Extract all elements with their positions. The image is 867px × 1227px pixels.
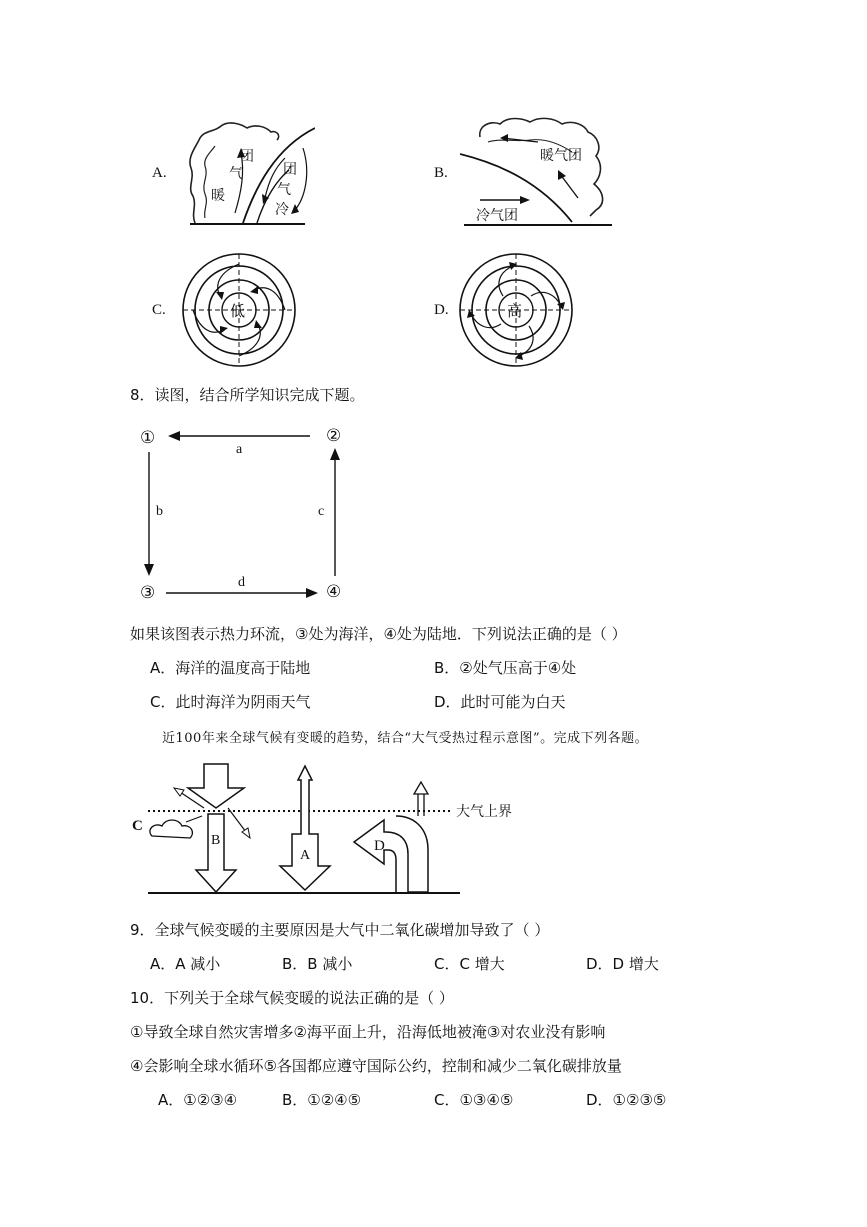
label-cold: 冷	[275, 202, 289, 218]
thermal-circulation-diagram	[130, 420, 360, 610]
node-3: ③	[140, 583, 156, 602]
arrow-d-label: d	[238, 575, 245, 590]
q10-option-d: D．①②③⑤	[586, 1091, 667, 1109]
warm-front-diagram	[460, 112, 620, 230]
arrow-a-label: a	[236, 442, 243, 457]
node-4: ④	[326, 582, 342, 601]
q8-option-a: A．海洋的温度高于陆地	[150, 659, 311, 677]
atmosphere-heating-diagram	[128, 758, 528, 898]
label-warm: 暖	[211, 188, 225, 204]
option-a-label: A.	[152, 165, 167, 181]
low-pressure-diagram	[180, 250, 300, 370]
q8-stem: 8．读图，结合所学知识完成下题。	[130, 386, 365, 404]
label-upper-boundary: 大气上界	[456, 804, 512, 820]
label-high: 高	[507, 302, 523, 320]
label-tuan-1: 团	[240, 149, 254, 165]
label-a: A	[300, 848, 311, 863]
q8-question: 如果该图表示热力环流，③处为海洋，④处为陆地．下列说法正确的是（ ）	[130, 625, 627, 643]
label-qi-2: 气	[277, 182, 291, 198]
label-tuan-2: 团	[283, 162, 297, 178]
cold-front-diagram	[185, 118, 315, 230]
option-b-label: B.	[434, 165, 448, 181]
q8-option-c: C．此时海洋为阴雨天气	[150, 693, 311, 711]
option-d-label: D.	[434, 302, 449, 318]
q10-question: 10．下列关于全球气候变暖的说法正确的是（ ）	[130, 989, 454, 1007]
q9-option-a: A．A 减小	[150, 955, 221, 973]
label-cold-mass: 冷气团	[476, 208, 518, 224]
arrow-b-label: b	[156, 504, 163, 519]
q10-statement-line1: ①导致全球自然灾害增多②海平面上升，沿海低地被淹③对农业没有影响	[130, 1023, 606, 1041]
label-d: D	[374, 838, 385, 854]
label-low: 低	[230, 302, 246, 320]
q10-option-c: C．①③④⑤	[434, 1091, 514, 1109]
arrow-c-label: c	[318, 504, 325, 519]
section-intro: 近100年来全球气候有变暖的趋势，结合“大气受热过程示意图”。完成下列各题。	[162, 731, 649, 746]
node-2: ②	[326, 426, 342, 445]
label-c: C	[132, 818, 143, 834]
q10-option-b: B．①②④⑤	[282, 1091, 362, 1109]
label-b: B	[211, 833, 221, 848]
q10-statement-line2: ④会影响全球水循环⑤各国都应遵守国际公约，控制和减少二氧化碳排放量	[130, 1057, 622, 1075]
q9-option-b: B．B 减小	[282, 955, 353, 973]
label-warm-mass: 暖气团	[540, 148, 582, 164]
q8-option-b: B．②处气压高于④处	[434, 659, 577, 677]
node-1: ①	[140, 428, 156, 447]
q9-option-c: C．C 增大	[434, 955, 505, 973]
label-qi-1: 气	[229, 166, 243, 182]
high-pressure-diagram	[457, 250, 577, 370]
q9-question: 9．全球气候变暖的主要原因是大气中二氧化碳增加导致了（ ）	[130, 921, 550, 939]
q10-option-a: A．①②③④	[158, 1091, 238, 1109]
q8-option-d: D．此时可能为白天	[434, 693, 566, 711]
q9-option-d: D．D 增大	[586, 955, 659, 973]
option-c-label: C.	[152, 302, 166, 318]
